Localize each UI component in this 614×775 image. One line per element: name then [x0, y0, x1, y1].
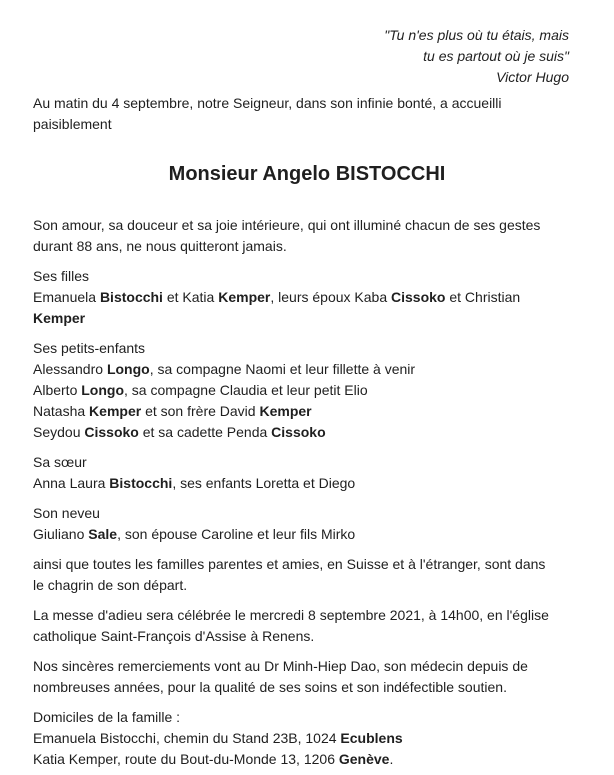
- text-line: [33, 236, 581, 257]
- text-line: [33, 656, 581, 677]
- text-segment: La messe d'adieu sera célébrée le mercredi 8 septembre 2021, à 14h00, en l'église: [33, 607, 549, 623]
- quote-line-1: "Tu n'es plus où tu étais, mais: [384, 27, 569, 43]
- family-section-sister: [33, 452, 581, 494]
- funeral-mass-paragraph: [33, 605, 581, 647]
- tribute-paragraph: [33, 215, 581, 257]
- text-segment: Alberto: [33, 382, 82, 398]
- text-segment: Cissoko: [84, 424, 139, 440]
- text-segment: durant 88 ans, ne nous quitteront jamais.: [33, 238, 287, 254]
- text-segment: nombreuses années, pour la qualité de ses soins et son indéfectible soutien.: [33, 679, 507, 695]
- text-segment: et son frère David: [141, 403, 260, 419]
- addresses-heading: Domiciles de la famille :: [33, 709, 181, 725]
- text-line: [33, 401, 581, 422]
- text-segment: Giuliano: [33, 526, 89, 542]
- text-segment: Bistocchi: [99, 289, 163, 305]
- section-heading: Ses filles: [33, 268, 90, 284]
- text-segment: Cissoko: [271, 424, 326, 440]
- text-segment: Kemper: [259, 403, 312, 419]
- text-segment: catholique Saint-François d'Assise à Renens.: [33, 628, 315, 644]
- section-heading: Ses petits-enfants: [33, 340, 146, 356]
- text-segment: Alessandro: [33, 361, 107, 377]
- section-lines: [33, 359, 581, 443]
- text-segment: ainsi que toutes les familles parentes et amies, en Suisse et à l'étranger, sont dans: [33, 556, 546, 572]
- address-lines: [33, 728, 581, 770]
- text-segment: Seydou: [33, 424, 85, 440]
- extended-family-paragraph: [33, 554, 581, 596]
- text-line: [33, 749, 581, 770]
- text-segment: et sa cadette Penda: [138, 424, 272, 440]
- text-line: [33, 626, 581, 647]
- text-segment: , son épouse Caroline et leur fils Mirko: [117, 526, 356, 542]
- text-segment: Kemper: [33, 310, 86, 326]
- text-segment: Katia Kemper, route du Bout-du-Monde 13, 1206: [33, 751, 339, 767]
- text-segment: , leurs époux Kaba: [270, 289, 391, 305]
- family-section-daughters: [33, 266, 581, 329]
- text-line: [33, 554, 581, 575]
- text-segment: Longo: [81, 382, 125, 398]
- text-segment: , ses enfants Loretta et Diego: [172, 475, 356, 491]
- section-heading: Son neveu: [33, 505, 100, 521]
- text-segment: Emanuela Bistocchi, chemin du Stand 23B, 1024: [33, 730, 341, 746]
- text-segment: , sa compagne Claudia et leur petit Elio: [124, 382, 368, 398]
- text-line: [33, 114, 581, 135]
- text-segment: et Christian: [445, 289, 521, 305]
- text-line: [33, 93, 581, 114]
- section-heading: Sa sœur: [33, 454, 87, 470]
- text-segment: Ecublens: [340, 730, 403, 746]
- text-line: [33, 359, 581, 380]
- thanks-paragraph: [33, 656, 581, 698]
- text-segment: Kemper: [218, 289, 271, 305]
- text-segment: .: [389, 751, 394, 767]
- quote-block: [33, 25, 569, 88]
- text-segment: Nos sincères remerciements vont au Dr Minh-Hiep Dao, son médecin depuis de: [33, 658, 528, 674]
- text-line: [33, 728, 581, 749]
- text-line: [33, 677, 581, 698]
- text-line: [33, 215, 581, 236]
- text-segment: Au matin du 4 septembre, notre Seigneur, dans son infinie bonté, a accueilli: [33, 95, 502, 111]
- quote-attribution: Victor Hugo: [496, 69, 569, 85]
- text-line: [33, 422, 581, 443]
- section-lines: [33, 287, 581, 329]
- addresses-section: [33, 707, 581, 770]
- text-segment: Bistocchi: [109, 475, 173, 491]
- text-segment: Anna Laura: [33, 475, 110, 491]
- text-segment: et Katia: [162, 289, 219, 305]
- text-line: [33, 308, 581, 329]
- text-line: [33, 575, 581, 596]
- quote-line-2: tu es partout où je suis": [423, 48, 569, 64]
- text-line: [33, 524, 581, 545]
- family-section-grandchildren: [33, 338, 581, 443]
- text-segment: Natasha: [33, 403, 90, 419]
- section-lines: [33, 524, 581, 545]
- text-segment: Emanuela: [33, 289, 100, 305]
- text-line: [33, 380, 581, 401]
- text-segment: Cissoko: [391, 289, 446, 305]
- text-segment: Kemper: [89, 403, 142, 419]
- text-line: [33, 473, 581, 494]
- section-lines: [33, 473, 581, 494]
- text-segment: paisiblement: [33, 116, 112, 132]
- text-segment: Longo: [106, 361, 150, 377]
- intro-paragraph: [33, 93, 581, 135]
- text-segment: le chagrin de son départ.: [33, 577, 188, 593]
- text-segment: Sale: [88, 526, 118, 542]
- text-line: [33, 605, 581, 626]
- text-line: [33, 287, 581, 308]
- text-segment: Genève: [338, 751, 390, 767]
- family-section-nephew: [33, 503, 581, 545]
- text-segment: , sa compagne Naomi et leur fillette à venir: [149, 361, 416, 377]
- text-segment: Son amour, sa douceur et sa joie intérieure, qui ont illuminé chacun de ses gestes: [33, 217, 541, 233]
- page-title: Monsieur Angelo BISTOCCHI: [168, 163, 446, 185]
